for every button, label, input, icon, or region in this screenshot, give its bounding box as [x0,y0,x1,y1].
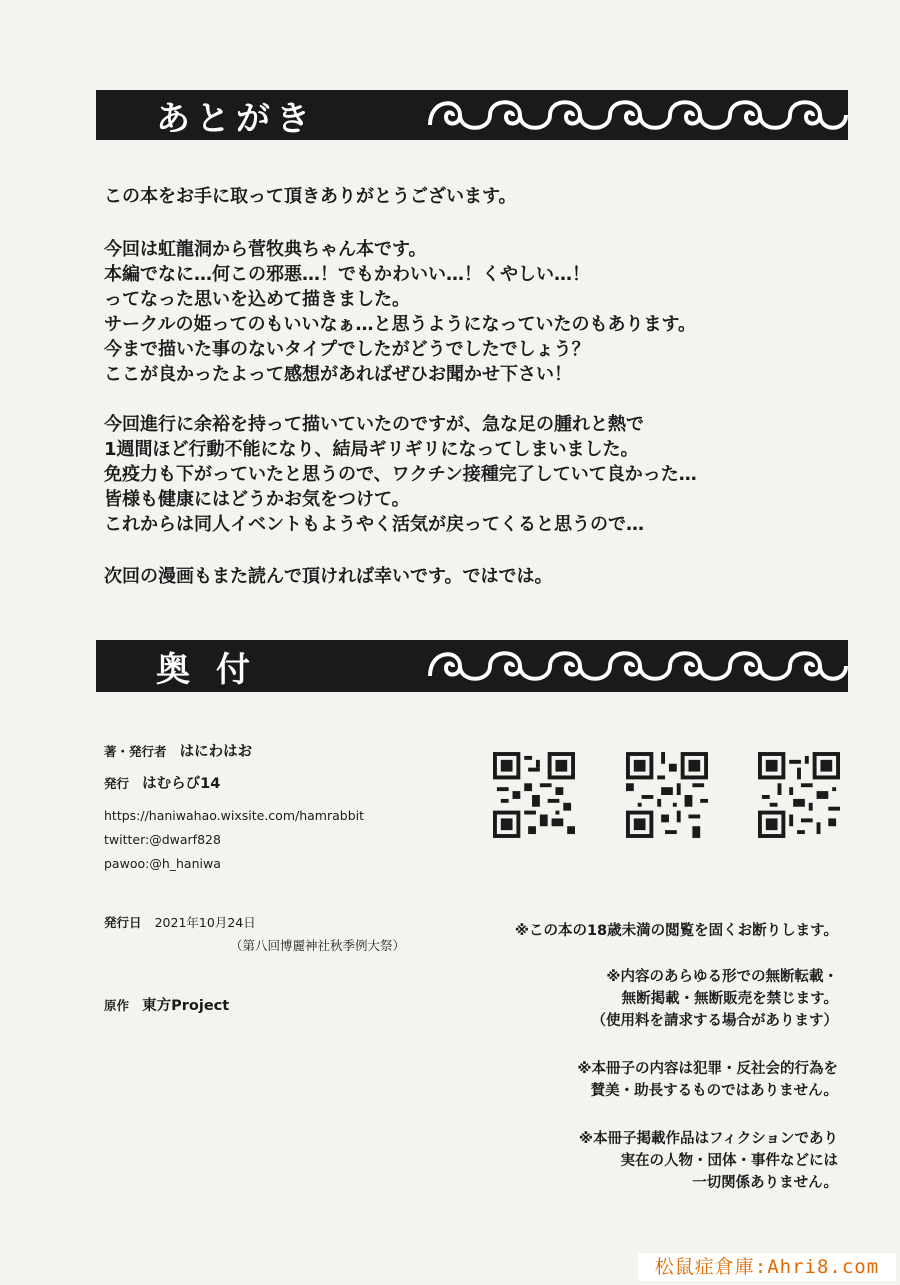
swirl-ornament [428,90,848,140]
twitter-handle: twitter:@dwarf828 [104,832,221,847]
notice-reproduction: ※内容のあらゆる形での無断転載・ 無断掲載・無断販売を禁じます。 （使用料を請求する場合があります） [591,969,838,1029]
website-url: https://haniwahao.wixsite.com/hamrabbit [104,808,365,823]
qr-code-icon [626,752,708,838]
event-name: （第八回博麗神社秋季例大祭） [230,938,406,953]
author-label: 著・発行者 [104,744,167,759]
colophon-banner [96,640,848,692]
publisher-line [104,772,220,793]
swirl-pattern-icon [428,640,848,692]
original-label: 原作 [104,998,130,1013]
qr-code-icon [758,752,840,838]
author-line [104,740,252,761]
swirl-ornament [428,640,848,692]
pawoo-handle: pawoo:@h_haniwa [104,856,221,871]
swirl-pattern-icon [428,90,848,140]
colophon-heading: 奥付 [156,649,276,690]
original-line [104,994,229,1015]
publish-date: 2021年10月24日 [154,915,256,930]
afterword-banner [96,90,848,140]
afterword-paragraph-3: 今回進行に余裕を持って描いていたのですが、急な足の腫れと熱で 1週間ほど行動不能になり、結局ギリギリになってしまいました。 免疫力も下がっていたと思うので、ワクチン接種完了していて良かった… 皆様も健康にはどうかお気をつけて。 これからは同人イベントもようやく活気が戻ってくると思うので… [104,414,697,535]
watermark: 松鼠症倉庫:Ahri8.com [638,1253,896,1281]
notice-age-restriction: ※この本の18歳未満の閲覧を固くお断りします。 [514,923,838,939]
publisher-name: はむらび14 [142,776,221,792]
author-name: はにわはお [179,744,253,760]
notice-crime: ※本冊子の内容は犯罪・反社会的行為を 賛美・助長するものではありません。 [577,1061,838,1099]
notice-fiction: ※本冊子掲載作品はフィクションであり 実在の人物・団体・事件などには 一切関係ありません。 [578,1131,838,1191]
date-line [104,912,256,931]
afterword-paragraph-2: 今回は虹龍洞から菅牧典ちゃん本です。 本編でなに…何この邪悪…！でもかわいい…！くやしい…！ ってなった思いを込めて描きました。 サークルの姫ってのもいいなぁ…と思うようになっていたのもあります。 今まで描いた事のないタイプでしたがどうでしたでしょう？ ここが良かったよって感想があればぜひお聞かせ下さい！ [104,239,697,385]
date-label: 発行日 [104,915,142,930]
afterword-heading: あとがき [156,98,316,139]
qr-code-icon [493,752,575,838]
afterword-paragraph-1: この本をお手に取って頂きありがとうございます。 [104,186,517,207]
original-work: 東方Project [142,998,230,1014]
publisher-label: 発行 [104,776,130,791]
afterword-paragraph-4: 次回の漫画もまた読んで頂ければ幸いです。ではでは。 [104,566,553,587]
